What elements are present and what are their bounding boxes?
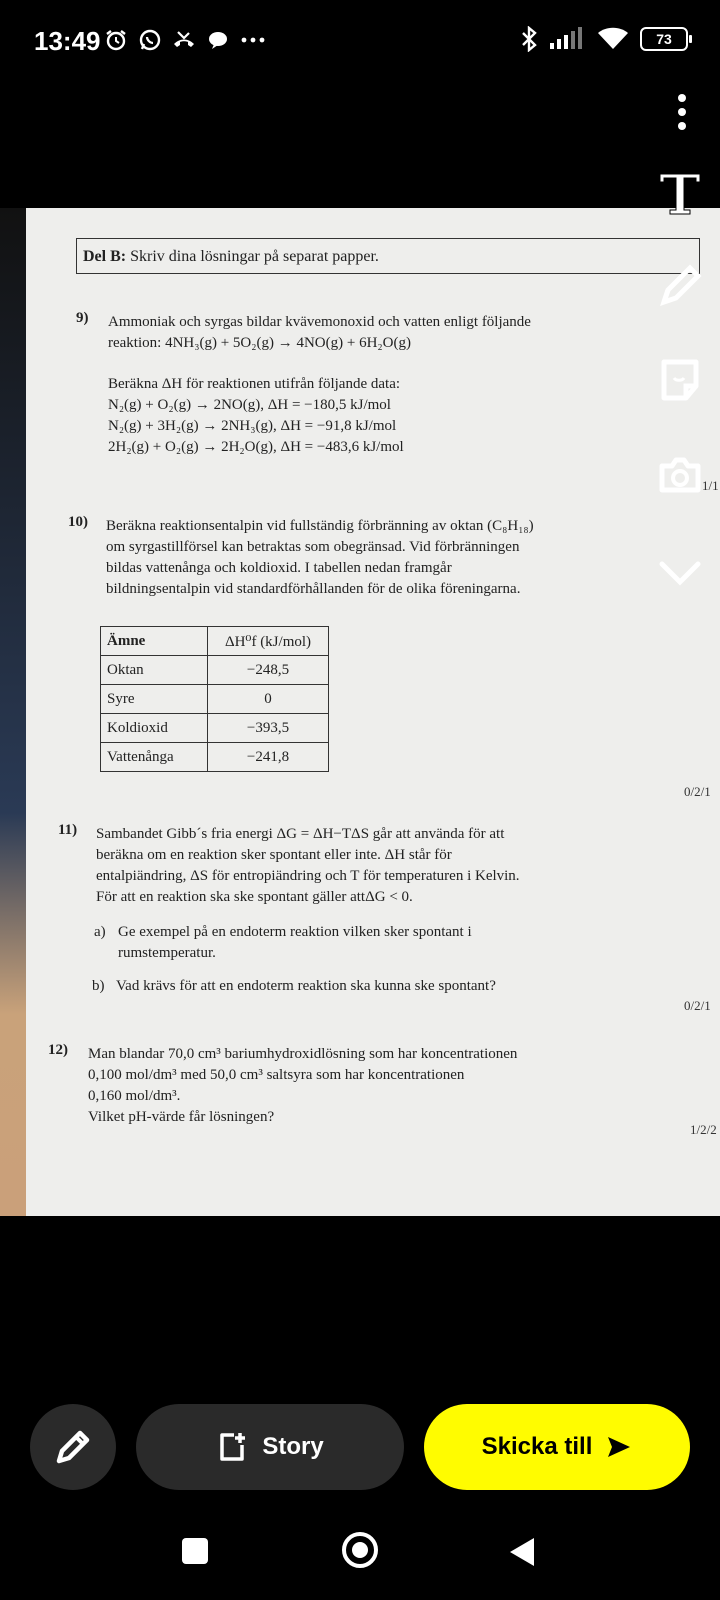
question-12 — [88, 1044, 517, 1128]
chat-bubble-icon — [206, 28, 230, 52]
battery-icon: 73 — [640, 27, 688, 51]
question-line: beräkna om en reaktion sker spontant eller inte. ΔH står för — [96, 847, 452, 863]
wifi-icon — [598, 27, 628, 51]
table-cell: −248,5 — [208, 656, 329, 685]
send-to-label: Skicka till — [481, 1433, 593, 1460]
more-dots-icon — [240, 28, 266, 52]
table-header: ΔH⁰f (kJ/mol) — [208, 627, 329, 656]
table-cell: Koldioxid — [101, 714, 208, 743]
question-line: Man blandar 70,0 cm³ bariumhydroxidlösning som har koncentrationen — [88, 1046, 518, 1062]
question-line: N₂(g) + O₂(g) → 2NO(g), ΔH = −180,5 kJ/mol — [108, 397, 391, 413]
question-line: 0,100 mol/dm³ med 50,0 cm³ saltsyra som har koncentrationen — [88, 1067, 465, 1083]
table-cell: −241,8 — [208, 743, 329, 772]
table-row — [101, 714, 329, 743]
story-label: Story — [262, 1433, 324, 1460]
question-line: Sambandet Gibb´s fria energi ΔG = ΔH−TΔS går att använda för att — [96, 826, 505, 842]
question-line: om syrgastillförsel kan betraktas som obegränsad. Vid förbränningen — [106, 539, 520, 555]
system-icons — [520, 26, 688, 52]
question-11a-label: a) — [94, 924, 106, 940]
question-11a — [118, 922, 472, 964]
question-9 — [108, 312, 531, 458]
more-vertical-icon[interactable] — [672, 92, 692, 132]
bluetooth-icon — [520, 26, 538, 52]
missed-call-icon — [172, 28, 196, 52]
chevron-down-icon[interactable] — [656, 556, 704, 588]
question-9-score: 1/1 — [702, 478, 719, 493]
question-11 — [96, 824, 520, 908]
question-line: bildas vattenånga och koldioxid. I tabellen nedan framgår — [106, 560, 452, 576]
question-12-number: 12) — [48, 1042, 68, 1058]
section-instruction: Skriv dina lösningar på separat papper. — [126, 248, 379, 265]
question-line: Ammoniak och syrgas bildar kvävemonoxid och vatten enligt följande — [108, 314, 531, 330]
add-story-icon — [216, 1431, 248, 1463]
alarm-icon — [104, 28, 128, 52]
section-label: Del B: — [83, 248, 127, 265]
home-circle-icon[interactable] — [340, 1530, 380, 1570]
status-time: 13:49 — [34, 26, 101, 56]
pencil-icon — [51, 1425, 95, 1469]
exam-paper — [26, 208, 720, 1216]
text-tool-icon[interactable] — [656, 168, 704, 216]
story-button[interactable] — [136, 1404, 404, 1490]
send-arrow-icon — [604, 1433, 632, 1461]
table-cell: −393,5 — [208, 714, 329, 743]
table-cell: Oktan — [101, 656, 208, 685]
question-10 — [106, 516, 534, 600]
question-9-number: 9) — [76, 310, 89, 326]
question-line: N₂(g) + 3H₂(g) → 2NH₃(g), ΔH = −91,8 kJ/mol — [108, 418, 397, 434]
question-11b: Vad krävs för att en endoterm reaktion ska kunna ske spontant? — [116, 978, 496, 994]
question-line: entalpiändring, ΔS för entropiändring och T för temperaturen i Kelvin. — [96, 868, 520, 884]
question-line: Vilket pH-värde får lösningen? — [88, 1109, 275, 1125]
question-10-score: 0/2/1 — [684, 784, 711, 799]
question-line: rumstemperatur. — [118, 945, 216, 961]
question-line: Beräkna reaktionsentalpin vid fullständig förbränning av oktan (C₈H₁₈) — [106, 518, 534, 534]
snap-photo[interactable] — [0, 208, 720, 1216]
table-row — [101, 685, 329, 714]
send-to-button[interactable] — [424, 1404, 690, 1490]
table-cell: Syre — [101, 685, 208, 714]
question-line: reaktion: 4NH₃(g) + 5O₂(g) → 4NO(g) + 6H₂O(g) — [108, 335, 411, 351]
edit-button[interactable] — [30, 1404, 116, 1490]
table-header-row — [101, 627, 329, 656]
question-line: bildningsentalpin vid standardförhållanden för de olika föreningarna. — [106, 581, 521, 597]
back-triangle-icon[interactable] — [508, 1536, 538, 1568]
question-line: För att en reaktion ska ske spontant gäller attΔG < 0. — [96, 889, 413, 905]
question-12-score: 1/2/2 — [690, 1122, 717, 1137]
question-line: 2H₂(g) + O₂(g) → 2H₂O(g), ΔH = −483,6 kJ/mol — [108, 439, 404, 455]
table-row — [101, 743, 329, 772]
status-bar — [0, 0, 720, 84]
table-header: Ämne — [101, 627, 208, 656]
question-line: 0,160 mol/dm³. — [88, 1088, 181, 1104]
question-10-number: 10) — [68, 514, 88, 530]
question-line: Beräkna ΔH för reaktionen utifrån följande data: — [108, 376, 401, 392]
whatsapp-icon — [138, 28, 162, 52]
question-line: Ge exempel på en endoterm reaktion vilken sker spontant i — [118, 924, 472, 940]
table-row — [101, 656, 329, 685]
question-11b-label: b) — [92, 978, 105, 994]
notification-icons — [104, 28, 266, 52]
pen-tool-icon[interactable] — [656, 262, 704, 310]
table-cell: Vattenånga — [101, 743, 208, 772]
sticker-icon[interactable] — [656, 356, 704, 404]
recents-square-icon[interactable] — [180, 1536, 210, 1566]
question-11-number: 11) — [58, 822, 78, 838]
enthalpy-table — [100, 626, 329, 772]
table-cell: 0 — [208, 685, 329, 714]
section-header-box — [76, 238, 700, 274]
question-11-score: 0/2/1 — [684, 998, 711, 1013]
signal-icon — [550, 27, 586, 51]
scissors-camera-icon[interactable] — [656, 452, 704, 500]
